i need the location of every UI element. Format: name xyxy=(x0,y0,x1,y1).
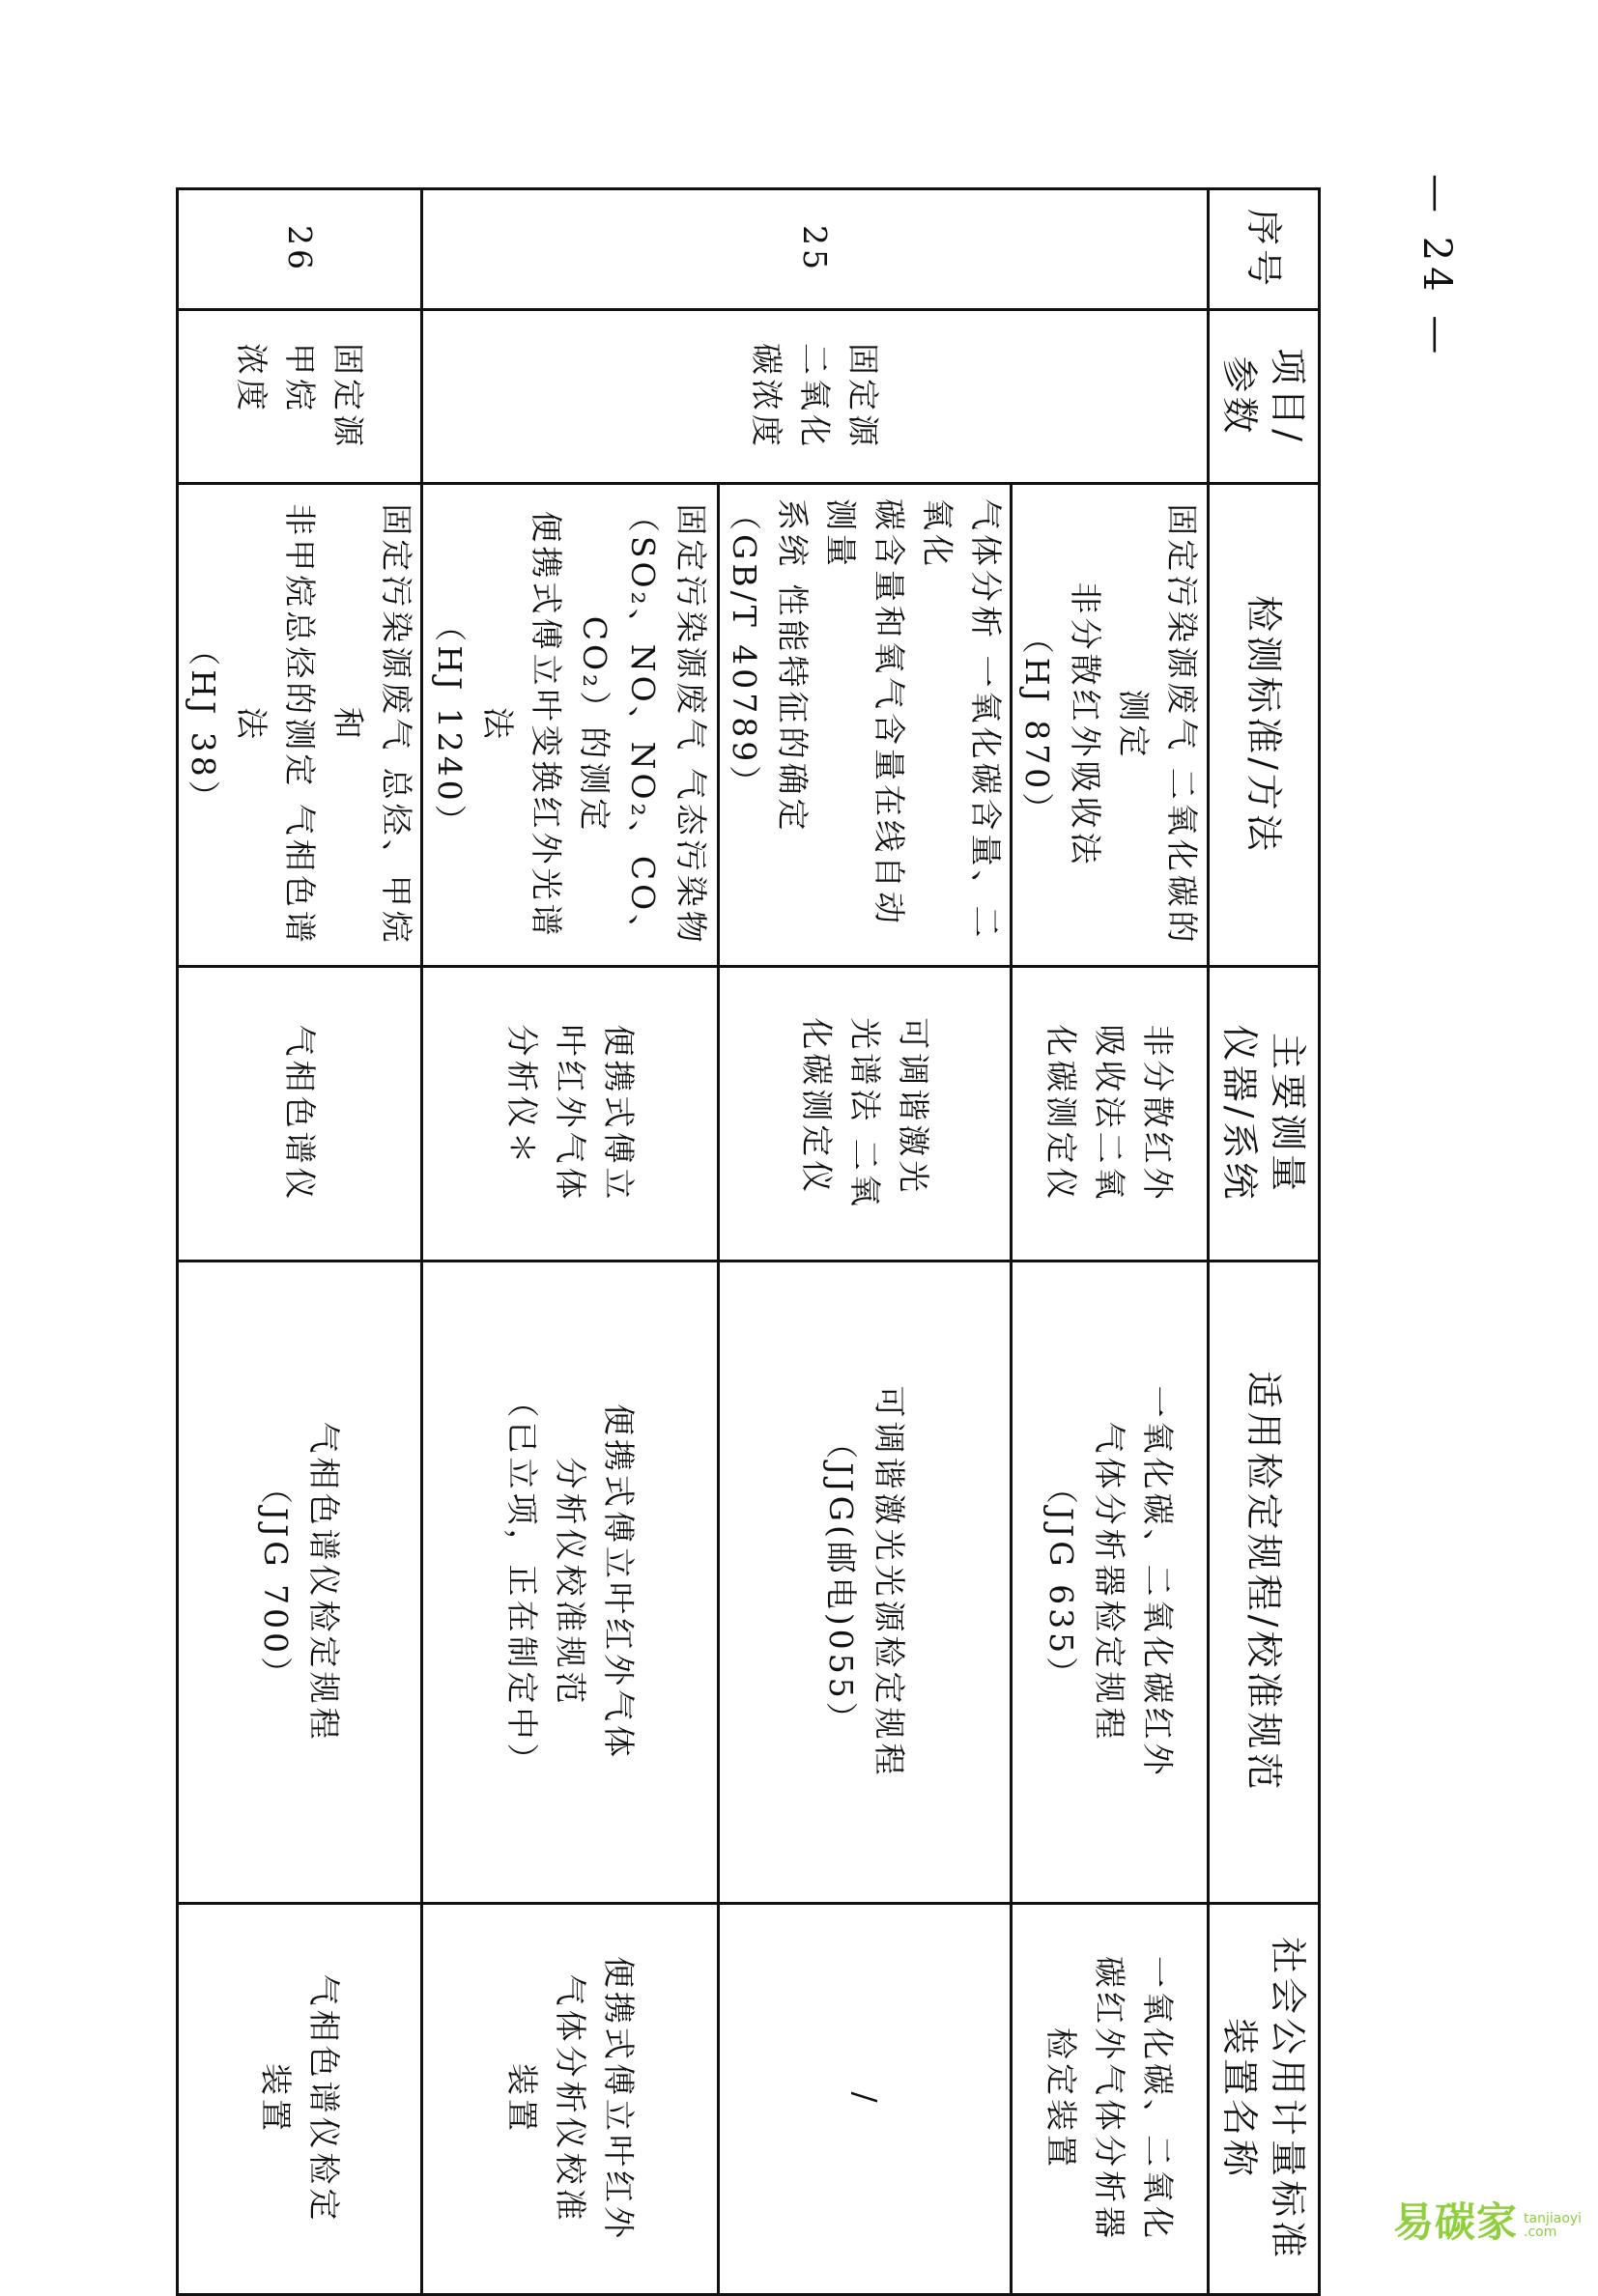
rotated-table-region xyxy=(185,187,1321,2293)
seq-cell-25: 25 xyxy=(422,189,1209,310)
regulation-cell: 气相色谱仪检定规程 （JJG 700） xyxy=(178,1261,422,1904)
method-cell: 固定污染源废气 气态污染物 （SO₂、NO、NO₂、CO、CO₂）的测定 便携式傅立叶变换红外光谱法 （HJ 1240） xyxy=(422,484,719,967)
device-cell: 一氧化碳、二氧化 碳红外气体分析器 检定装置 xyxy=(1012,1904,1209,2295)
item-cell-26: 固定源 甲烷 浓度 xyxy=(178,310,422,484)
header-device: 社会公用计量标准 装置名称 xyxy=(1209,1904,1320,2295)
instrument-cell: 气相色谱仪 xyxy=(178,967,422,1261)
instrument-cell: 可调谐激光 光谱法 二氧 化碳测定仪 xyxy=(719,967,1012,1261)
watermark-logo: 易碳家 xyxy=(1393,2198,1519,2246)
site-watermark xyxy=(1393,2193,1586,2249)
header-item: 项目/ 参数 xyxy=(1209,310,1320,484)
page-number xyxy=(1408,174,1466,1140)
header-regulation: 适用检定规程/校准规范 xyxy=(1209,1261,1320,1904)
method-cell: 固定污染源废气 二氧化碳的测定 非分散红外吸收法 （HJ 870） xyxy=(1012,484,1209,967)
device-cell: / xyxy=(719,1904,1012,2295)
instrument-cell: 非分散红外 吸收法二氧 化碳测定仪 xyxy=(1012,967,1209,1261)
method-cell: 气体分析 一氧化碳含量、二氧化 碳含量和氧气含量在线自动测量 系统 性能特征的确定 （GB/T 40789） xyxy=(719,484,1012,967)
device-cell: 便携式傅立叶红外 气体分析仪校准 装置 xyxy=(422,1904,719,2295)
table-row xyxy=(1012,189,1209,2295)
watermark-domain: tanjiaoyi .com xyxy=(1524,2211,1583,2240)
item-cell-25: 固定源 二氧化 碳浓度 xyxy=(422,310,1209,484)
method-cell: 固定污染源废气 总烃、甲烷和 非甲烷总烃的测定 气相色谱法 （HJ 38） xyxy=(178,484,422,967)
header-row xyxy=(1209,189,1320,2295)
standards-table xyxy=(176,187,1321,2296)
regulation-cell: 一氧化碳、二氧化碳红外 气体分析器检定规程 （JJG 635） xyxy=(1012,1261,1209,1904)
table-row xyxy=(719,189,1012,2295)
table-row xyxy=(178,189,422,2295)
header-seq: 序号 xyxy=(1209,189,1320,310)
seq-cell-26: 26 xyxy=(178,189,422,310)
page-number-text: — 24 — xyxy=(1414,174,1459,360)
regulation-cell: 便携式傅立叶红外气体 分析仪校准规范 （已立项，正在制定中） xyxy=(422,1261,719,1904)
device-cell: 气相色谱仪检定 装置 xyxy=(178,1904,422,2295)
header-instrument: 主要测量 仪器/系统 xyxy=(1209,967,1320,1261)
instrument-cell: 便携式傅立 叶红外气体 分析仪＊ xyxy=(422,967,719,1261)
header-method: 检测标准/方法 xyxy=(1209,484,1320,967)
regulation-cell: 可调谐激光光源检定规程 （JJG(邮电)055） xyxy=(719,1261,1012,1904)
table-row xyxy=(422,189,719,2295)
